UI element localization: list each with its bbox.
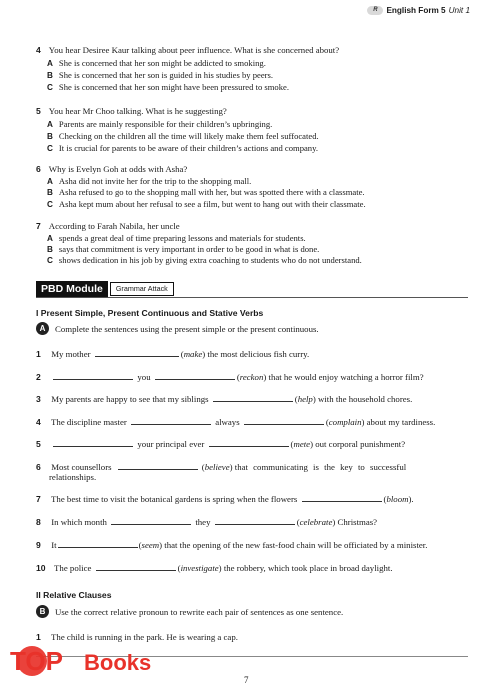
exercise-item: 2 you (reckon) that he would enjoy watching a horror film? bbox=[36, 372, 424, 382]
verb-hint: believe bbox=[204, 462, 230, 472]
item-number: 8 bbox=[36, 517, 41, 527]
option-letter: B bbox=[47, 188, 53, 197]
item-number: 4 bbox=[36, 417, 41, 427]
option-text: Asha did not invite her for the trip to the shopping mall. bbox=[58, 176, 252, 186]
module-banner bbox=[36, 281, 174, 297]
item-text: The best time to visit the botanical gardens is spring when the flowers bbox=[51, 494, 298, 504]
exercise-item: 4 The discipline master always (complain) about my tardiness. bbox=[36, 417, 436, 427]
item-text: the most delicious fish curry. bbox=[207, 349, 310, 359]
section-heading: I Present Simple, Present Continuous and Stative Verbs bbox=[36, 308, 264, 318]
verb-hint: reckon bbox=[239, 372, 264, 382]
item-text: the robbery, which took place in broad daylight. bbox=[223, 563, 393, 573]
option-letter: B bbox=[47, 71, 53, 80]
item-text: It bbox=[51, 540, 57, 550]
module-title: PBD Module bbox=[36, 281, 108, 297]
answer-blank[interactable] bbox=[215, 516, 295, 525]
question-number: 6 bbox=[36, 164, 41, 174]
option-text: spends a great deal of time preparing lessons and materials for students. bbox=[58, 233, 306, 243]
verb-hint: complain bbox=[328, 417, 362, 427]
option-letter: A bbox=[47, 120, 53, 129]
option-text: shows dedication in his job by giving extra coaching to students who do not understand. bbox=[58, 255, 362, 265]
question-number: 7 bbox=[36, 221, 41, 231]
answer-blank[interactable] bbox=[58, 539, 138, 548]
answer-blank[interactable] bbox=[118, 461, 198, 470]
option-row bbox=[47, 138, 318, 156]
option-row bbox=[47, 77, 289, 95]
exercise-badge: A bbox=[36, 322, 49, 335]
item-number: 7 bbox=[36, 494, 41, 504]
option-text: says that commitment is very important in order to be good in what is done. bbox=[58, 244, 320, 254]
topbooks-watermark-logo bbox=[4, 641, 174, 691]
option-text: Asha refused to go to the shopping mall with her, but was spotted there with a classmate. bbox=[58, 187, 365, 197]
option-text: She is concerned that her son might be addicted to smoking. bbox=[58, 58, 266, 68]
item-text: In which month bbox=[51, 517, 107, 527]
item-text: The child is running in the park. He is wearing a cap. bbox=[51, 632, 238, 642]
item-number: 2 bbox=[36, 372, 41, 382]
item-number: 3 bbox=[36, 394, 41, 404]
question-number: 5 bbox=[36, 106, 41, 116]
question-text: You hear Mr Choo talking. What is he suggesting? bbox=[48, 106, 227, 116]
option-letter: B bbox=[47, 132, 53, 141]
item-text: Most counsellors bbox=[51, 462, 112, 472]
exercise-item: 1 My mother (make) the most delicious fish curry. bbox=[36, 349, 310, 359]
item-number: 1 bbox=[36, 349, 41, 359]
item-text: that he would enjoy watching a horror film? bbox=[268, 372, 424, 382]
exercise-instruction bbox=[36, 605, 343, 618]
option-letter: C bbox=[47, 200, 53, 209]
module-divider bbox=[36, 297, 468, 298]
answer-blank[interactable] bbox=[244, 416, 324, 425]
item-number: 1 bbox=[36, 632, 41, 642]
item-text: My parents are happy to see that my siblings bbox=[51, 394, 209, 404]
item-text: My mother bbox=[51, 349, 91, 359]
answer-blank[interactable] bbox=[131, 416, 211, 425]
exercise-item: 5 your principal ever (mete) out corporal punishment? bbox=[36, 439, 406, 449]
exercise-item: 8 In which month they (celebrate) Christmas? bbox=[36, 517, 378, 527]
header-title: English Form 5 bbox=[386, 6, 446, 15]
answer-blank[interactable] bbox=[155, 371, 235, 380]
watermark-books-text: Books bbox=[84, 650, 152, 675]
instruction-text: Use the correct relative pronoun to rewrite each pair of sentences as one sentence. bbox=[55, 606, 344, 617]
option-text: She is concerned that her son is guided in his studies by peers. bbox=[58, 70, 274, 80]
answer-blank[interactable] bbox=[209, 438, 289, 447]
question-text: You hear Desiree Kaur talking about peer influence. What is she concerned about? bbox=[48, 45, 340, 55]
exercise-badge: B bbox=[36, 605, 49, 618]
option-row bbox=[47, 250, 362, 268]
exercise-item: 7 The best time to visit the botanical gardens is spring when the flowers (bloom). bbox=[36, 494, 414, 504]
header-unit: Unit 1 bbox=[448, 6, 470, 15]
item-text: out corporal punishment? bbox=[315, 439, 406, 449]
answer-blank[interactable] bbox=[213, 393, 293, 402]
option-letter: A bbox=[47, 177, 53, 186]
item-text: that the opening of the new fast-food chain will be officiated by a minister. bbox=[164, 540, 428, 550]
running-header bbox=[367, 6, 470, 15]
item-text: they bbox=[195, 517, 211, 527]
watermark-top-text: TOP bbox=[10, 646, 63, 676]
verb-hint: make bbox=[183, 349, 203, 359]
item-text: Christmas? bbox=[337, 517, 378, 527]
option-text: Parents are mainly responsible for their children’s upbringing. bbox=[58, 119, 273, 129]
verb-hint: celebrate bbox=[299, 517, 333, 527]
answer-blank[interactable] bbox=[53, 371, 133, 380]
item-text: with the household chores. bbox=[317, 394, 413, 404]
item-text: you bbox=[137, 372, 151, 382]
item-number: 10 bbox=[36, 563, 46, 573]
item-text: that communicating is the key to successful bbox=[234, 462, 407, 472]
answer-blank[interactable] bbox=[95, 348, 179, 357]
option-letter: A bbox=[47, 59, 53, 68]
option-text: She is concerned that her son might have been pressured to smoke. bbox=[58, 82, 289, 92]
question-text: According to Farah Nabila, her uncle bbox=[48, 221, 180, 231]
exercise-item: 10 The police (investigate) the robbery, which took place in broad daylight. bbox=[36, 563, 393, 573]
option-letter: B bbox=[47, 245, 53, 254]
option-text: It is crucial for parents to be aware of their children’s actions and company. bbox=[58, 143, 318, 153]
module-tag: Grammar Attack bbox=[110, 282, 174, 296]
verb-hint: seem bbox=[141, 540, 160, 550]
verb-hint: investigate bbox=[180, 563, 219, 573]
verb-hint: mete bbox=[293, 439, 311, 449]
answer-blank[interactable] bbox=[302, 493, 382, 502]
instruction-text: Complete the sentences using the present simple or the present continuous. bbox=[55, 323, 319, 334]
option-letter: A bbox=[47, 234, 53, 243]
item-number: 9 bbox=[36, 540, 41, 550]
page-number: 7 bbox=[244, 675, 249, 685]
option-letter: C bbox=[47, 83, 53, 92]
exercise-instruction bbox=[36, 322, 319, 335]
option-letter: C bbox=[47, 144, 53, 153]
item-continuation: relationships. bbox=[49, 472, 97, 482]
publisher-logo: R bbox=[367, 6, 383, 15]
option-letter: C bbox=[47, 256, 53, 265]
question-text: Why is Evelyn Goh at odds with Asha? bbox=[48, 164, 188, 174]
option-text: Asha kept mum about her refusal to see a film, but went to hang out with their classmate. bbox=[58, 199, 366, 209]
question-number: 4 bbox=[36, 45, 41, 55]
item-text: The police bbox=[54, 563, 92, 573]
item-text: always bbox=[215, 417, 240, 427]
exercise-item: 9 It (seem) that the opening of the new fast-food chain will be officiated by a minister. bbox=[36, 540, 428, 550]
item-text: The discipline master bbox=[51, 417, 127, 427]
exercise-item: 6 Most counsellors (believe) that communicating is the key to successful bbox=[36, 462, 407, 472]
option-row bbox=[47, 194, 366, 212]
item-number: 6 bbox=[36, 462, 41, 472]
item-text: about my tardiness. bbox=[366, 417, 436, 427]
option-text: Checking on the children all the time will likely make them feel suffocated. bbox=[58, 131, 319, 141]
verb-hint: bloom bbox=[386, 494, 409, 504]
item-text: your principal ever bbox=[137, 439, 205, 449]
item-number: 5 bbox=[36, 439, 41, 449]
answer-blank[interactable] bbox=[53, 438, 133, 447]
verb-hint: help bbox=[297, 394, 313, 404]
exercise-item: 3 My parents are happy to see that my siblings (help) with the household chores. bbox=[36, 394, 413, 404]
section-heading: II Relative Clauses bbox=[36, 590, 112, 600]
answer-blank[interactable] bbox=[96, 562, 176, 571]
answer-blank[interactable] bbox=[111, 516, 191, 525]
